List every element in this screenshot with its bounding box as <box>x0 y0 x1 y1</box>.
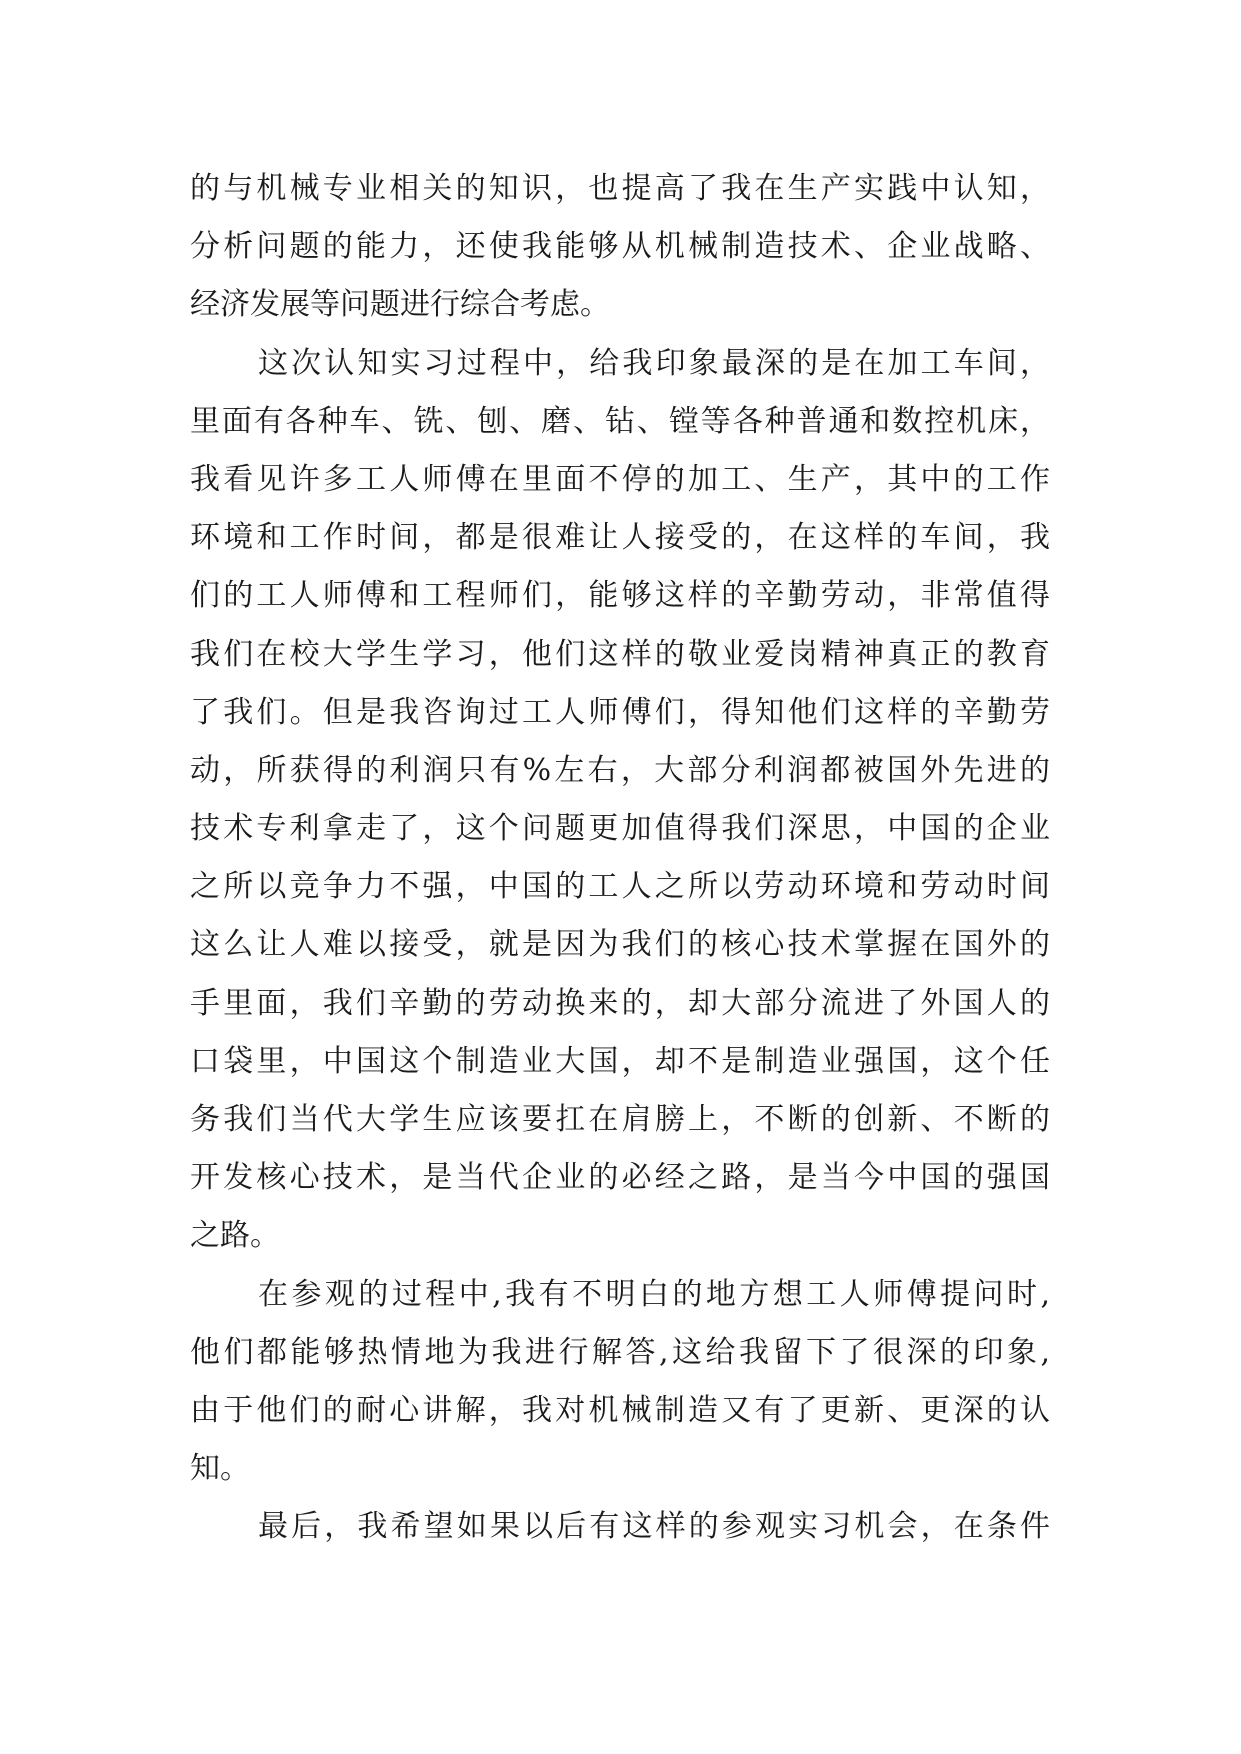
text-line: 经济发展等问题进行综合考虑。 <box>190 287 610 323</box>
text-line: 了我们。但是我咨询过工人师傅们，得知他们这样的辛勤劳 <box>190 694 1050 730</box>
text-line: 这次认知实习过程中，给我印象最深的是在加工车间， <box>258 345 1050 381</box>
text-line: 这么让人难以接受，就是因为我们的核心技术掌握在国外的 <box>190 927 1050 963</box>
text-line: 我看见许多工人师傅在里面不停的加工、生产，其中的工作 <box>190 461 1050 497</box>
text-line: 口袋里，中国这个制造业大国，却不是制造业强国，这个任 <box>190 1043 1050 1079</box>
text-line: 环境和工作时间，都是很难让人接受的，在这样的车间，我 <box>190 520 1050 556</box>
text-line: 开发核心技术，是当代企业的必经之路，是当今中国的强国 <box>190 1160 1050 1196</box>
paragraph-2 <box>190 335 1050 1266</box>
text-line: 里面有各种车、铣、刨、磨、钻、镗等各种普通和数控机床， <box>190 403 1050 439</box>
body-text <box>190 160 1050 1557</box>
text-line: 务我们当代大学生应该要扛在肩膀上，不断的创新、不断的 <box>190 1102 1050 1137</box>
text-line: 我们在校大学生学习，他们这样的敬业爱岗精神真正的教育 <box>190 636 1050 672</box>
text-line: 动，所获得的利润只有%左右，大部分利润都被国外先进的 <box>190 752 1050 788</box>
text-line: 之路。 <box>190 1218 280 1254</box>
text-line: 手里面，我们辛勤的劳动换来的，却大部分流进了外国人的 <box>190 985 1050 1021</box>
text-line: 知。 <box>190 1451 250 1487</box>
text-line: 分析问题的能力，还使我能够从机械制造技术、企业战略、 <box>190 229 1050 265</box>
text-line: 由于他们的耐心讲解，我对机械制造又有了更新、更深的认 <box>190 1392 1050 1428</box>
text-line: 技术专利拿走了，这个问题更加值得我们深思，中国的企业 <box>190 811 1050 847</box>
text-line: 在参观的过程中,我有不明白的地方想工人师傅提问时, <box>258 1276 1050 1312</box>
paragraph-1 <box>190 160 1050 335</box>
text-line: 最后，我希望如果以后有这样的参观实习机会，在条件 <box>258 1509 1050 1545</box>
text-line: 的与机械专业相关的知识，也提高了我在生产实践中认知， <box>190 171 1050 206</box>
text-line: 他们都能够热情地为我进行解答,这给我留下了很深的印象, <box>190 1334 1050 1370</box>
text-line: 们的工人师傅和工程师们，能够这样的辛勤劳动，非常值得 <box>190 578 1050 614</box>
paragraph-4 <box>190 1498 1050 1556</box>
text-line: 之所以竞争力不强，中国的工人之所以劳动环境和劳动时间 <box>190 869 1050 905</box>
paragraph-3 <box>190 1266 1050 1499</box>
